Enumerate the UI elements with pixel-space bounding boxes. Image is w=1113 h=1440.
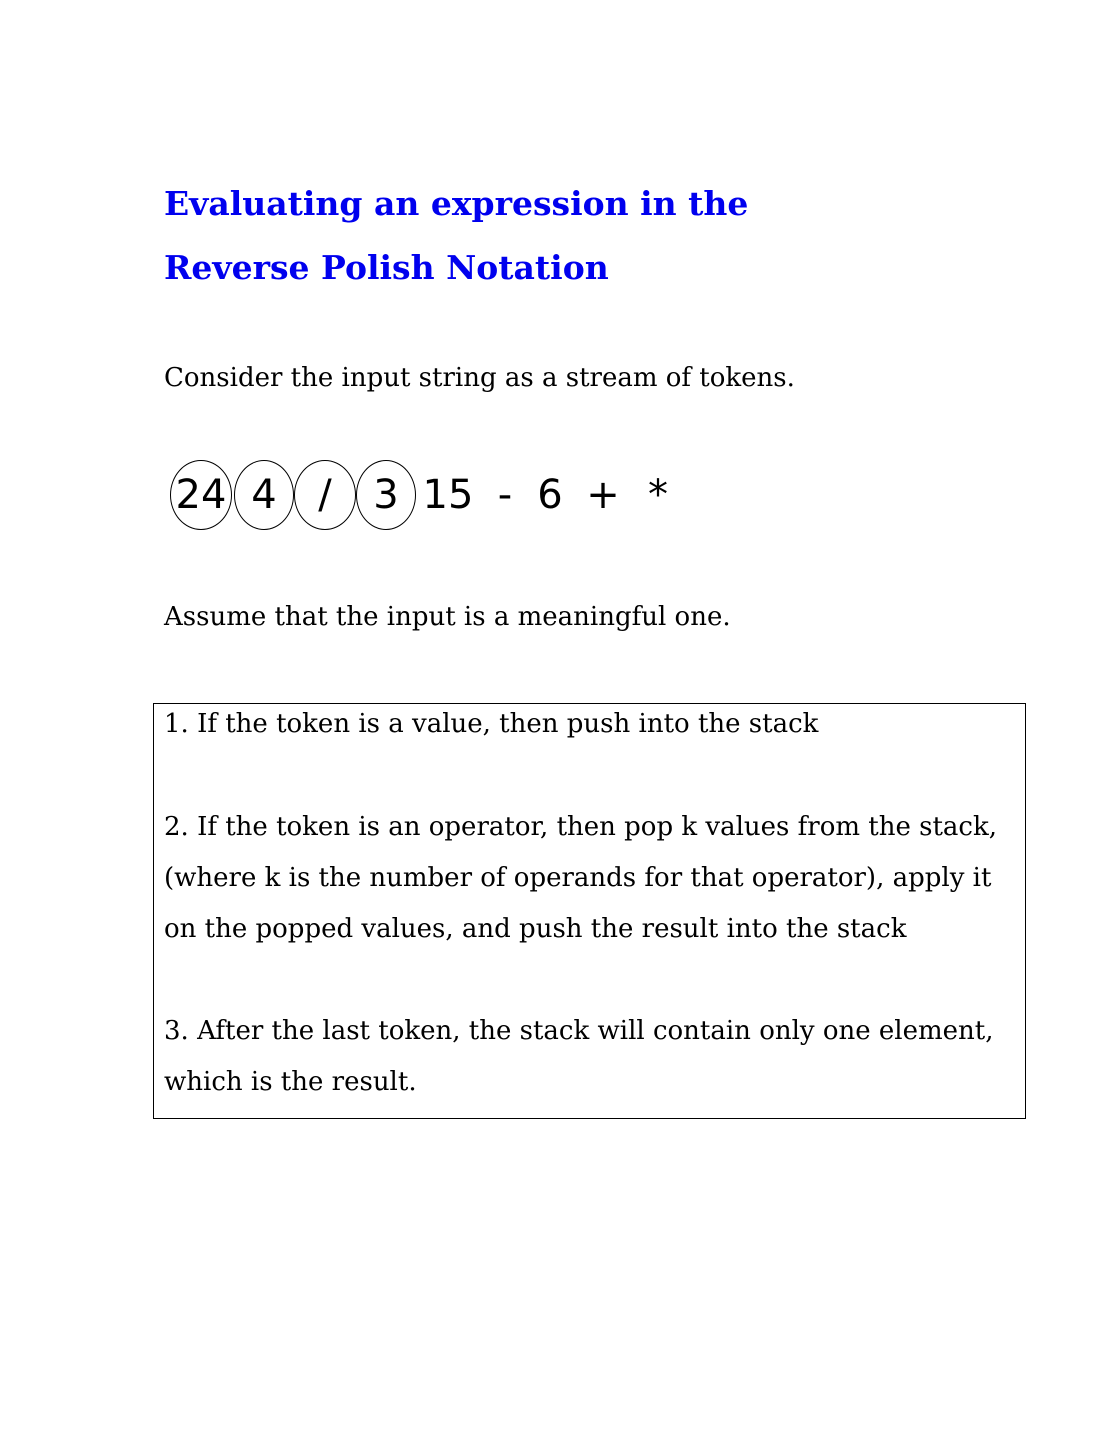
- rule-line: 1. If the token is a value, then push into the stack: [164, 709, 819, 739]
- token-circled: /: [294, 460, 356, 530]
- rule-line: 2. If the token is an operator, then pop k values from the stack,: [164, 812, 997, 842]
- rule-line: (where k is the number of operands for that operator), apply it: [164, 863, 992, 893]
- rule-line: on the popped values, and push the result into the stack: [164, 914, 907, 944]
- token: 6: [537, 472, 563, 518]
- token-stream: [164, 460, 704, 536]
- rule-2: [164, 802, 997, 955]
- token-circled: 3: [356, 460, 416, 530]
- token: 15: [422, 472, 474, 518]
- token-circled: 24: [170, 460, 232, 530]
- page-title-line-2: Reverse Polish Notation: [164, 248, 609, 287]
- token: +: [586, 472, 620, 518]
- token-circled: 4: [234, 460, 294, 530]
- page-title-line-1: Evaluating an expression in the: [164, 184, 749, 223]
- rule-3: [164, 1006, 994, 1108]
- assumption-text: Assume that the input is a meaningful one.: [164, 602, 731, 632]
- token: *: [648, 472, 668, 518]
- rules-box: [153, 703, 1026, 1119]
- intro-text: Consider the input string as a stream of tokens.: [164, 363, 795, 393]
- token: -: [497, 472, 513, 518]
- rule-line: 3. After the last token, the stack will contain only one element,: [164, 1016, 994, 1046]
- rule-line: which is the result.: [164, 1067, 417, 1097]
- rule-1: [164, 699, 818, 750]
